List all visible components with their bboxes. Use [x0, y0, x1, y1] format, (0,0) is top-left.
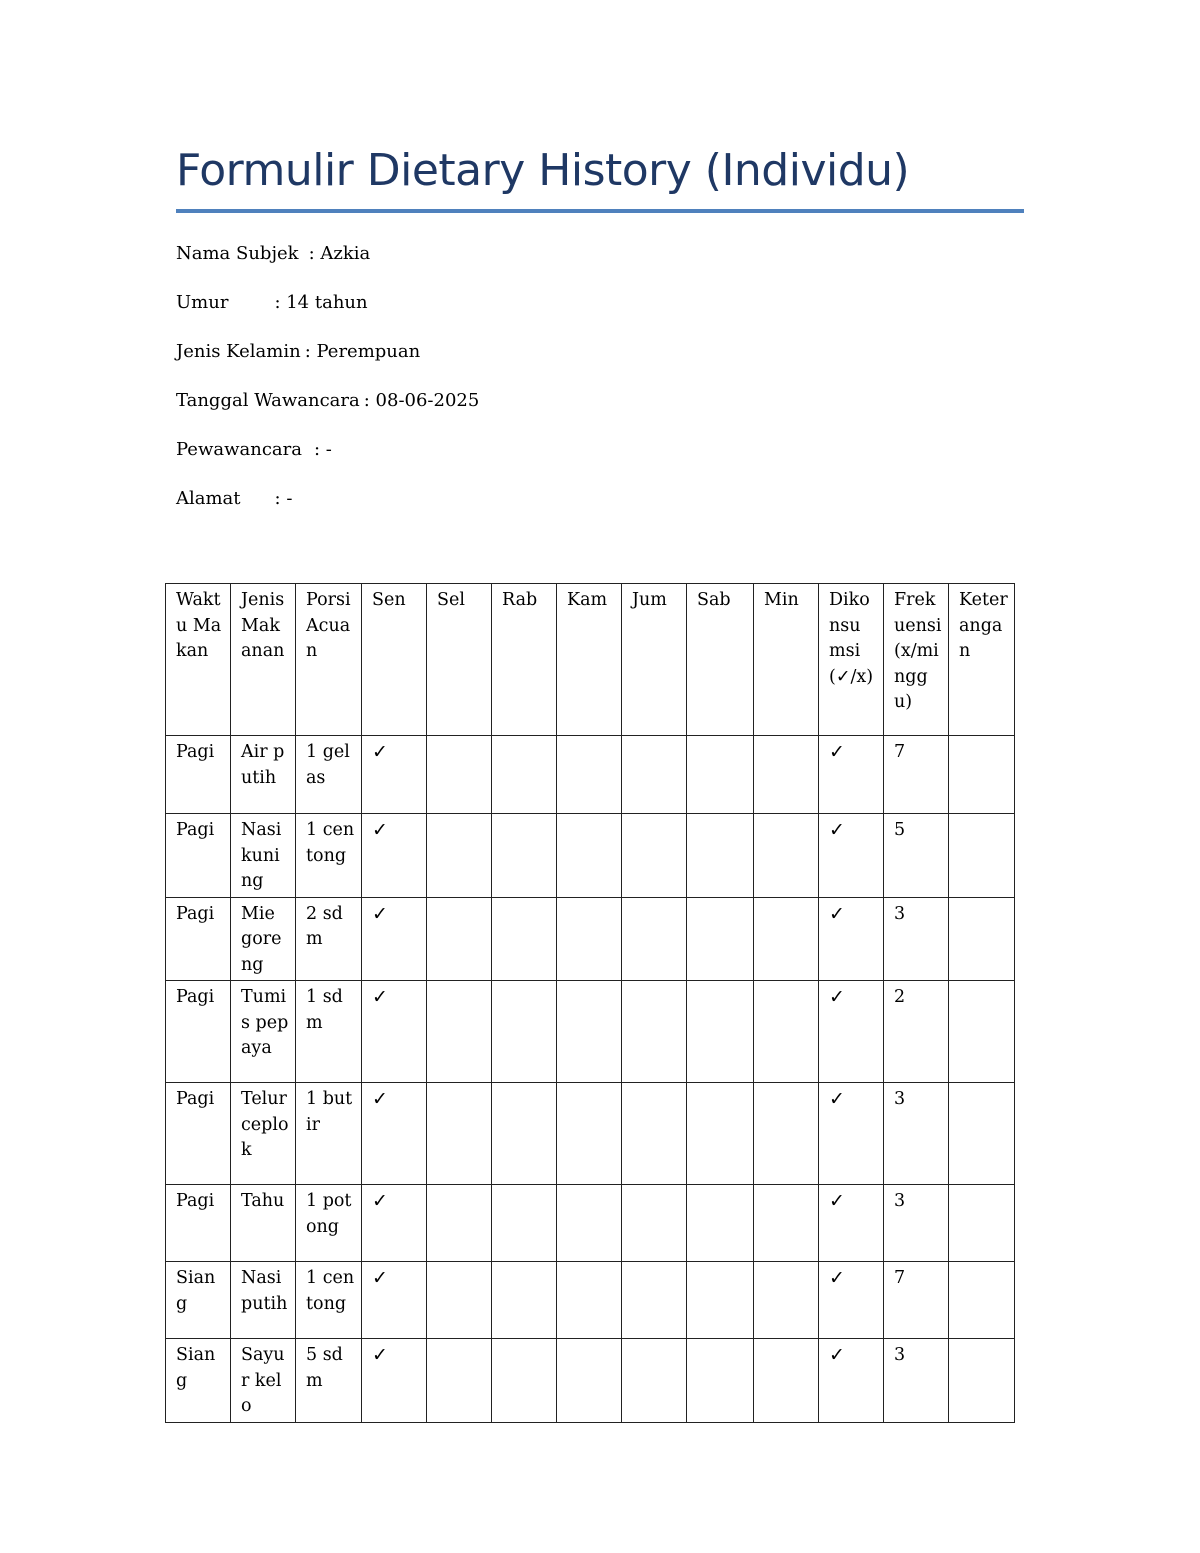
cell-sen-check: ✓ [362, 981, 427, 1083]
title-underline [176, 209, 1024, 213]
cell-min [754, 1185, 819, 1262]
cell-dikonsumsi-check: ✓ [819, 1185, 884, 1262]
cell-min [754, 897, 819, 981]
cell-min [754, 736, 819, 814]
cell-jenis: Nasi putih [231, 1262, 296, 1339]
cell-waktu: Pagi [166, 897, 231, 981]
info-nama [176, 243, 479, 292]
cell-kam [557, 981, 622, 1083]
nama-value: : Azkia [308, 243, 371, 264]
cell-jum [622, 981, 687, 1083]
cell-frekuensi: 3 [884, 1339, 949, 1423]
cell-sab [687, 897, 754, 981]
table-row [166, 736, 1015, 814]
cell-jum [622, 736, 687, 814]
jenis-kelamin-value: : Perempuan [304, 341, 421, 362]
cell-dikonsumsi-check: ✓ [819, 736, 884, 814]
cell-sen-check: ✓ [362, 1083, 427, 1185]
cell-sen-check: ✓ [362, 736, 427, 814]
cell-keterangan [949, 1339, 1015, 1423]
cell-jenis: Air putih [231, 736, 296, 814]
umur-value: : 14 tahun [274, 292, 368, 313]
cell-jum [622, 1185, 687, 1262]
cell-jum [622, 1262, 687, 1339]
tanggal-label: Tanggal Wawancara [176, 390, 360, 411]
cell-frekuensi: 7 [884, 1262, 949, 1339]
cell-frekuensi: 3 [884, 897, 949, 981]
alamat-label: Alamat [176, 488, 241, 509]
cell-keterangan [949, 981, 1015, 1083]
cell-porsi: 1 gelas [296, 736, 362, 814]
cell-keterangan [949, 1083, 1015, 1185]
cell-jum [622, 1083, 687, 1185]
info-tanggal [176, 390, 479, 439]
header-porsi-acuan: Porsi Acuan [296, 584, 362, 736]
cell-keterangan [949, 1262, 1015, 1339]
cell-kam [557, 736, 622, 814]
cell-jenis: Tahu [231, 1185, 296, 1262]
cell-waktu: Pagi [166, 814, 231, 898]
cell-jenis: Nasi kuning [231, 814, 296, 898]
cell-sab [687, 1185, 754, 1262]
cell-rab [492, 1185, 557, 1262]
alamat-value: : - [274, 488, 293, 509]
cell-sel [427, 1262, 492, 1339]
cell-rab [492, 1339, 557, 1423]
cell-sab [687, 814, 754, 898]
cell-sen-check: ✓ [362, 1185, 427, 1262]
cell-kam [557, 814, 622, 898]
cell-jenis: Tumis pepaya [231, 981, 296, 1083]
info-umur [176, 292, 479, 341]
cell-waktu: Pagi [166, 1185, 231, 1262]
table-row [166, 981, 1015, 1083]
cell-sen-check: ✓ [362, 1339, 427, 1423]
cell-sel [427, 981, 492, 1083]
table-row [166, 814, 1015, 898]
cell-rab [492, 814, 557, 898]
cell-waktu: Siang [166, 1262, 231, 1339]
cell-frekuensi: 3 [884, 1083, 949, 1185]
header-sen: Sen [362, 584, 427, 736]
cell-min [754, 1339, 819, 1423]
subject-info [176, 243, 479, 537]
table-row [166, 1185, 1015, 1262]
cell-rab [492, 981, 557, 1083]
cell-porsi: 5 sdm [296, 1339, 362, 1423]
document-title: Formulir Dietary History (Individu) [176, 145, 910, 196]
cell-jenis: Sayur kelo [231, 1339, 296, 1423]
cell-jum [622, 814, 687, 898]
cell-sab [687, 1083, 754, 1185]
cell-porsi: 1 centong [296, 1262, 362, 1339]
cell-dikonsumsi-check: ✓ [819, 1262, 884, 1339]
cell-sel [427, 1185, 492, 1262]
cell-sen-check: ✓ [362, 897, 427, 981]
table-header-row [166, 584, 1015, 736]
header-dikonsumsi: Dikonsumsi (✓/x) [819, 584, 884, 736]
table-row [166, 1262, 1015, 1339]
cell-waktu: Pagi [166, 981, 231, 1083]
info-pewawancara [176, 439, 479, 488]
cell-jenis: Telur ceplok [231, 1083, 296, 1185]
cell-dikonsumsi-check: ✓ [819, 981, 884, 1083]
cell-keterangan [949, 736, 1015, 814]
cell-dikonsumsi-check: ✓ [819, 897, 884, 981]
cell-rab [492, 897, 557, 981]
cell-sel [427, 736, 492, 814]
cell-sab [687, 1339, 754, 1423]
cell-sel [427, 814, 492, 898]
dietary-history-table [165, 583, 1015, 1423]
header-sel: Sel [427, 584, 492, 736]
cell-kam [557, 1339, 622, 1423]
cell-dikonsumsi-check: ✓ [819, 814, 884, 898]
cell-sab [687, 981, 754, 1083]
header-keterangan: Keterangan [949, 584, 1015, 736]
cell-rab [492, 736, 557, 814]
cell-waktu: Siang [166, 1339, 231, 1423]
jenis-kelamin-label: Jenis Kelamin [176, 341, 301, 362]
cell-min [754, 814, 819, 898]
cell-jum [622, 1339, 687, 1423]
cell-keterangan [949, 1185, 1015, 1262]
cell-sel [427, 897, 492, 981]
cell-kam [557, 1185, 622, 1262]
cell-jenis: Mie goreng [231, 897, 296, 981]
cell-frekuensi: 3 [884, 1185, 949, 1262]
cell-keterangan [949, 814, 1015, 898]
cell-jum [622, 897, 687, 981]
tanggal-value: : 08-06-2025 [363, 390, 480, 411]
header-jenis-makanan: Jenis Makanan [231, 584, 296, 736]
umur-label: Umur [176, 292, 229, 313]
cell-kam [557, 1083, 622, 1185]
cell-min [754, 1083, 819, 1185]
cell-frekuensi: 2 [884, 981, 949, 1083]
pewawancara-label: Pewawancara [176, 439, 302, 460]
cell-sab [687, 736, 754, 814]
table-row [166, 1083, 1015, 1185]
cell-sel [427, 1083, 492, 1185]
cell-waktu: Pagi [166, 1083, 231, 1185]
header-min: Min [754, 584, 819, 736]
cell-frekuensi: 7 [884, 736, 949, 814]
cell-kam [557, 897, 622, 981]
cell-min [754, 1262, 819, 1339]
nama-label: Nama Subjek [176, 243, 299, 264]
header-jum: Jum [622, 584, 687, 736]
cell-porsi: 2 sdm [296, 897, 362, 981]
cell-porsi: 1 sdm [296, 981, 362, 1083]
header-rab: Rab [492, 584, 557, 736]
header-kam: Kam [557, 584, 622, 736]
cell-porsi: 1 centong [296, 814, 362, 898]
cell-waktu: Pagi [166, 736, 231, 814]
cell-rab [492, 1083, 557, 1185]
cell-sen-check: ✓ [362, 1262, 427, 1339]
cell-sel [427, 1339, 492, 1423]
cell-porsi: 1 butir [296, 1083, 362, 1185]
table-row [166, 897, 1015, 981]
header-frekuensi: Frekuensi (x/minggu) [884, 584, 949, 736]
cell-rab [492, 1262, 557, 1339]
header-waktu-makan: Waktu Makan [166, 584, 231, 736]
header-sab: Sab [687, 584, 754, 736]
info-jenis-kelamin [176, 341, 479, 390]
cell-dikonsumsi-check: ✓ [819, 1083, 884, 1185]
cell-frekuensi: 5 [884, 814, 949, 898]
cell-sab [687, 1262, 754, 1339]
cell-dikonsumsi-check: ✓ [819, 1339, 884, 1423]
cell-keterangan [949, 897, 1015, 981]
cell-porsi: 1 potong [296, 1185, 362, 1262]
table-row [166, 1339, 1015, 1423]
cell-kam [557, 1262, 622, 1339]
cell-min [754, 981, 819, 1083]
cell-sen-check: ✓ [362, 814, 427, 898]
info-alamat [176, 488, 479, 537]
pewawancara-value: : - [313, 439, 332, 460]
